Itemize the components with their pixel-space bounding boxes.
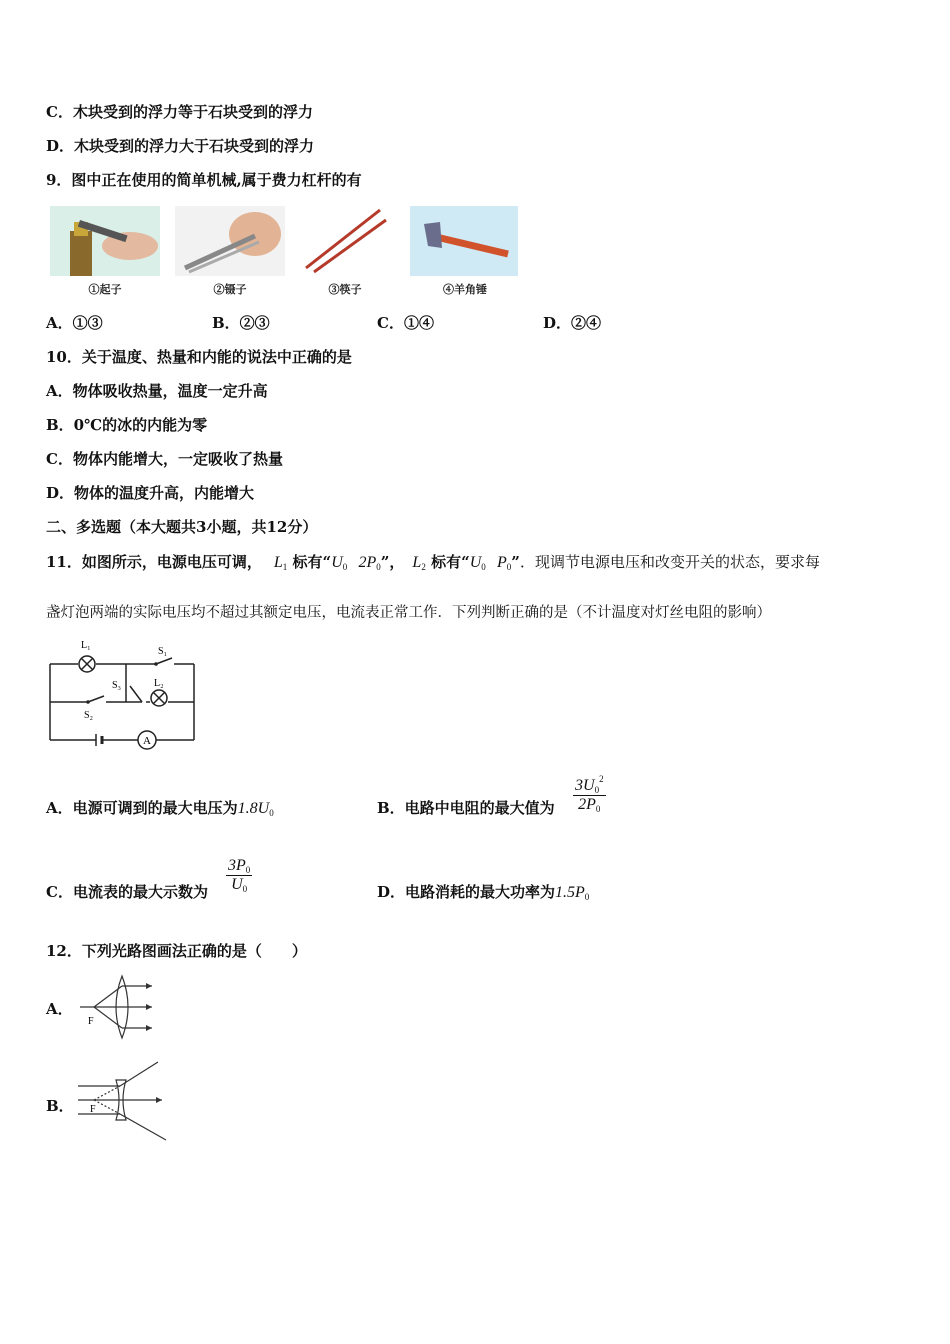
q11-quote: “ [322, 553, 332, 571]
q8-option-d: D．木块受到的浮力大于石块受到的浮力 [46, 137, 315, 155]
q10-option-d: D．物体的温度升高，内能增大 [46, 484, 255, 502]
q9-stem: 9．图中正在使用的简单机械,属于费力杠杆的有 [46, 171, 362, 189]
label-S1: S₁ [158, 646, 168, 657]
q10-option-b: B．0℃的冰的内能为零 [46, 416, 208, 434]
caption-chopsticks: ③筷子 [328, 283, 362, 296]
q12-concave-lens-diagram [76, 1058, 168, 1144]
bottle-opener-image [50, 206, 160, 276]
caption-opener: ①起子 [88, 283, 122, 296]
q11-option-b: B．电路中电阻的最大值为 [377, 799, 555, 817]
q8-option-c: C．木块受到的浮力等于石块受到的浮力 [46, 103, 313, 121]
q11-stem-line1 [46, 552, 820, 577]
q11-quote: ” [511, 553, 520, 571]
q11-optD-value: $1.5P_0$ [555, 884, 590, 902]
q9-option-a: A．①③ [46, 314, 103, 332]
claw-hammer-image [410, 206, 518, 276]
q9-option-b: B．②③ [212, 314, 270, 332]
q11-U0-b: $U_0$ [469, 554, 486, 572]
q11-number: 11．如图所示，电源电压可调， [46, 553, 262, 571]
q11-option-c: C．电流表的最大示数为 [46, 883, 208, 901]
caption-tweezers: ②镊子 [213, 283, 247, 296]
q11-quote: ” [380, 553, 390, 571]
ammeter-symbol: A [143, 735, 151, 747]
tweezers-image [175, 206, 285, 276]
q11-U0: $U_0$ [331, 554, 348, 572]
q11-2P0: $2P_0$ [358, 554, 381, 572]
q12-option-a: A． [46, 1000, 73, 1018]
q12-stem: 12．下列光路图画法正确的是（ ） [46, 942, 307, 960]
q11-mark2: 标有 [431, 553, 462, 571]
q10-stem: 10．关于温度、热量和内能的说法中正确的是 [46, 348, 352, 366]
focus-label: F [88, 1016, 94, 1027]
q10-option-a: A．物体吸收热量，温度一定升高 [46, 382, 268, 400]
q11-tail: ．现调节电源电压和改变开关的状态，要求每 [519, 553, 820, 571]
q12-option-b: B． [46, 1097, 74, 1115]
q11-stem-line2: 盏灯泡两端的实际电压均不超过其额定电压，电流表正常工作．下列判断正确的是（不计温度对灯丝电阻的影响） [46, 605, 771, 621]
q9-option-d: D．②④ [543, 314, 602, 332]
label-L2: L₂ [154, 678, 164, 689]
caption-hammer: ④羊角锤 [443, 283, 487, 296]
q11-mark1: 标有 [292, 553, 323, 571]
q9-option-c: C．①④ [377, 314, 434, 332]
section-heading: 二、多选题（本大题共3小题，共12分） [46, 518, 318, 536]
label-S2: S₂ [84, 710, 94, 721]
q10-option-c: C．物体内能增大，一定吸收了热量 [46, 450, 283, 468]
focus-label-b: F [90, 1104, 96, 1115]
q11-P0: $P_0$ [497, 554, 512, 572]
q11-option-a: A．电源可调到的最大电压为$1.8U_0$ [46, 799, 274, 818]
q11-optC-fraction: $\frac{3P_0}{U_0}$ [228, 857, 251, 894]
q11-optB-fraction: $\frac{3U_0^2}{2P_0}$ [575, 774, 604, 814]
q11-quote: “ [461, 553, 470, 571]
chopsticks-image [300, 206, 390, 276]
q11-L2: $L_2$ [412, 554, 426, 572]
label-S3: S₃ [112, 680, 122, 691]
q12-convex-lens-diagram [76, 972, 160, 1042]
label-L1: L₁ [81, 640, 91, 651]
q11-circuit-diagram [44, 636, 204, 752]
q11-optA-value: $1.8U_0$ [237, 800, 274, 818]
q11-comma: ， [389, 553, 405, 571]
q11-L1: $L_1$ [273, 554, 288, 572]
q11-option-d: D．电路消耗的最大功率为$1.5P_0$ [377, 883, 590, 902]
